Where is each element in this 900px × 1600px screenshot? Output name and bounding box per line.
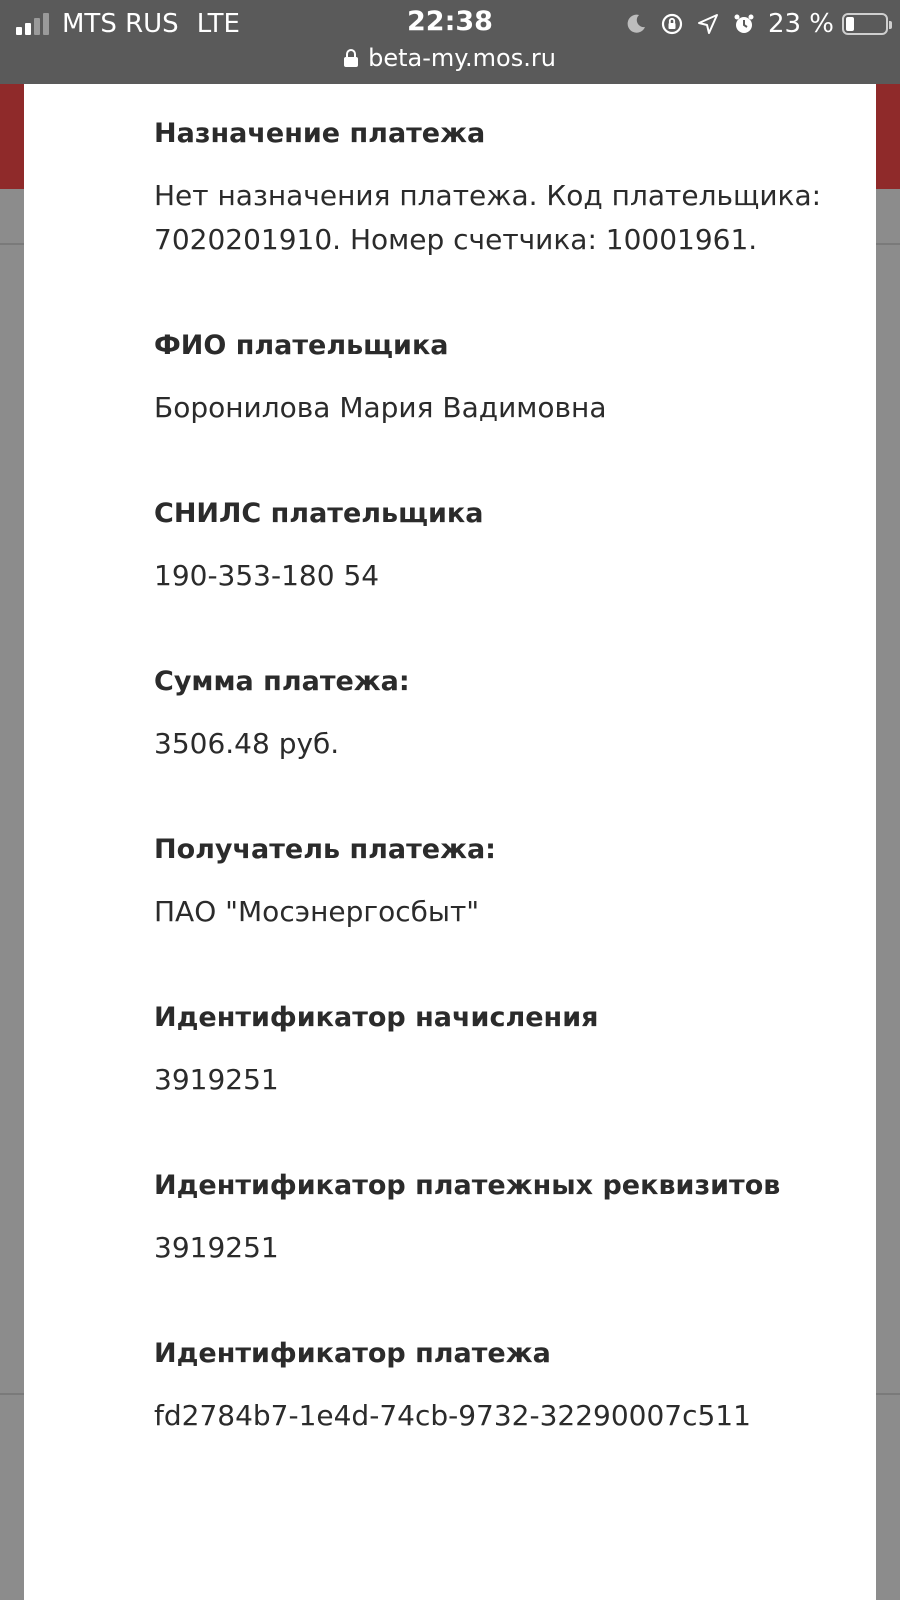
payment-details-modal <box>24 84 876 1600</box>
field-label: СНИЛС плательщика <box>154 498 484 529</box>
field-payment-id <box>154 1334 834 1438</box>
network-type: LTE <box>196 9 240 39</box>
field-value: ПАО "Мосэнергосбыт" <box>154 895 480 928</box>
field-purpose <box>154 114 834 262</box>
clock: 22:38 <box>407 6 493 37</box>
field-label: Сумма платежа: <box>154 666 410 697</box>
payment-details-list <box>154 114 834 1438</box>
field-amount <box>154 662 834 766</box>
address-bar[interactable] <box>0 42 900 74</box>
field-label: ФИО плательщика <box>154 330 449 361</box>
field-value: 3506.48 руб. <box>154 727 340 760</box>
moon-icon <box>624 12 648 36</box>
field-recipient <box>154 830 834 934</box>
carrier-name: MTS RUS <box>62 9 179 39</box>
status-right <box>624 8 888 40</box>
field-payer-snils <box>154 494 834 598</box>
battery-icon <box>842 13 888 35</box>
field-payer-name <box>154 326 834 430</box>
field-value: fd2784b7-1e4d-74cb-9732-32290007c511 <box>154 1399 751 1432</box>
field-charge-id <box>154 998 834 1102</box>
status-bar <box>0 0 900 84</box>
rotation-lock-icon <box>660 12 684 36</box>
field-label: Назначение платежа <box>154 118 486 149</box>
url-text: beta-my.mos.ru <box>368 44 556 72</box>
location-arrow-icon <box>696 12 720 36</box>
field-value: 3919251 <box>154 1063 279 1096</box>
field-label: Идентификатор платежа <box>154 1338 551 1369</box>
field-label: Получатель платежа: <box>154 834 496 865</box>
field-label: Идентификатор платежных реквизитов <box>154 1170 781 1201</box>
field-value: 3919251 <box>154 1231 279 1264</box>
battery-percentage: 23 % <box>767 9 834 39</box>
field-value: 190-353-180 54 <box>154 559 380 592</box>
field-value: Боронилова Мария Вадимовна <box>154 391 607 424</box>
lock-icon <box>344 49 358 67</box>
alarm-icon <box>732 12 756 36</box>
field-value: Нет назначения платежа. Код плательщика: 7020201910. Номер счетчика: 10001961. <box>154 179 822 256</box>
field-label: Идентификатор начисления <box>154 1002 599 1033</box>
field-requisites-id <box>154 1166 834 1270</box>
